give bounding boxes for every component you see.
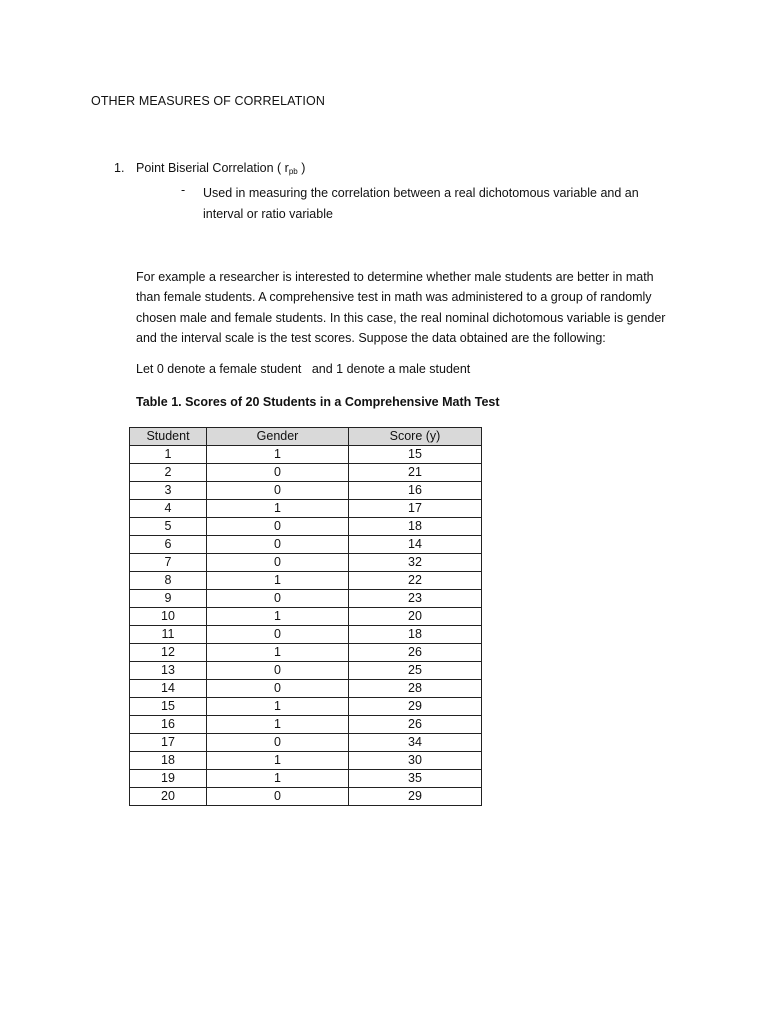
cell-score: 32	[349, 554, 482, 572]
cell-student: 3	[130, 482, 207, 500]
table-row	[130, 752, 482, 770]
cell-student: 13	[130, 662, 207, 680]
table-row	[130, 572, 482, 590]
cell-score: 14	[349, 536, 482, 554]
cell-gender: 0	[207, 788, 349, 806]
cell-gender: 0	[207, 662, 349, 680]
table-row	[130, 734, 482, 752]
cell-score: 29	[349, 788, 482, 806]
table-row	[130, 626, 482, 644]
cell-gender: 0	[207, 734, 349, 752]
cell-student: 19	[130, 770, 207, 788]
cell-student: 15	[130, 698, 207, 716]
cell-student: 20	[130, 788, 207, 806]
cell-score: 35	[349, 770, 482, 788]
document-heading: OTHER MEASURES OF CORRELATION	[91, 94, 325, 108]
title-subscript: pb	[288, 167, 298, 176]
cell-gender: 1	[207, 698, 349, 716]
table-row	[130, 770, 482, 788]
table-row	[130, 482, 482, 500]
cell-student: 12	[130, 644, 207, 662]
table-row	[130, 500, 482, 518]
cell-gender: 0	[207, 464, 349, 482]
table-row	[130, 680, 482, 698]
cell-score: 22	[349, 572, 482, 590]
bullet-text: Used in measuring the correlation between a real dichotomous variable and an interval or ratio variable	[203, 186, 639, 221]
cell-student: 11	[130, 626, 207, 644]
cell-student: 5	[130, 518, 207, 536]
cell-gender: 1	[207, 770, 349, 788]
cell-score: 18	[349, 518, 482, 536]
cell-student: 14	[130, 680, 207, 698]
list-item-title	[136, 161, 305, 176]
cell-score: 28	[349, 680, 482, 698]
cell-gender: 1	[207, 644, 349, 662]
cell-student: 8	[130, 572, 207, 590]
cell-gender: 0	[207, 482, 349, 500]
cell-gender: 1	[207, 752, 349, 770]
header-student: Student	[130, 428, 207, 446]
cell-student: 17	[130, 734, 207, 752]
cell-gender: 1	[207, 572, 349, 590]
cell-gender: 1	[207, 446, 349, 464]
header-score: Score (y)	[349, 428, 482, 446]
cell-score: 23	[349, 590, 482, 608]
cell-student: 7	[130, 554, 207, 572]
table-header-row	[130, 428, 482, 446]
cell-score: 25	[349, 662, 482, 680]
cell-student: 4	[130, 500, 207, 518]
cell-student: 9	[130, 590, 207, 608]
table-row	[130, 536, 482, 554]
cell-gender: 1	[207, 500, 349, 518]
cell-score: 21	[349, 464, 482, 482]
cell-score: 18	[349, 626, 482, 644]
title-suffix: )	[297, 161, 306, 175]
table-caption: Table 1. Scores of 20 Students in a Comprehensive Math Test	[136, 395, 500, 409]
cell-gender: 1	[207, 716, 349, 734]
list-item-number: 1.	[114, 161, 125, 175]
scores-table	[129, 427, 482, 806]
table-body	[130, 446, 482, 806]
table-row	[130, 716, 482, 734]
cell-gender: 1	[207, 608, 349, 626]
cell-student: 2	[130, 464, 207, 482]
table-row	[130, 554, 482, 572]
cell-score: 20	[349, 608, 482, 626]
table-row	[130, 446, 482, 464]
table-row	[130, 788, 482, 806]
cell-gender: 0	[207, 590, 349, 608]
cell-score: 26	[349, 716, 482, 734]
cell-student: 1	[130, 446, 207, 464]
example-paragraph: For example a researcher is interested to determine whether male students are better in math than female students. A comprehensive test in math was administered to a group of randomly chosen male and female students. In this case, the real nominal dichotomous variable is gender and the interval scale is the test scores. Suppose the data obtained are the following:	[136, 270, 666, 345]
cell-score: 34	[349, 734, 482, 752]
table-row	[130, 464, 482, 482]
coding-note: Let 0 denote a female student and 1 denote a male student	[136, 362, 471, 376]
bullet-dash: -	[181, 183, 186, 197]
table-row	[130, 698, 482, 716]
cell-gender: 0	[207, 680, 349, 698]
cell-score: 29	[349, 698, 482, 716]
cell-gender: 0	[207, 554, 349, 572]
table-row	[130, 644, 482, 662]
table-row	[130, 608, 482, 626]
cell-gender: 0	[207, 518, 349, 536]
cell-score: 15	[349, 446, 482, 464]
header-gender: Gender	[207, 428, 349, 446]
title-prefix: Point Biserial Correlation ( r	[136, 161, 289, 175]
table-row	[130, 590, 482, 608]
cell-student: 16	[130, 716, 207, 734]
table-row	[130, 518, 482, 536]
cell-student: 6	[130, 536, 207, 554]
cell-student: 10	[130, 608, 207, 626]
cell-score: 26	[349, 644, 482, 662]
cell-gender: 0	[207, 536, 349, 554]
cell-score: 17	[349, 500, 482, 518]
cell-score: 16	[349, 482, 482, 500]
cell-score: 30	[349, 752, 482, 770]
cell-student: 18	[130, 752, 207, 770]
table-row	[130, 662, 482, 680]
cell-gender: 0	[207, 626, 349, 644]
